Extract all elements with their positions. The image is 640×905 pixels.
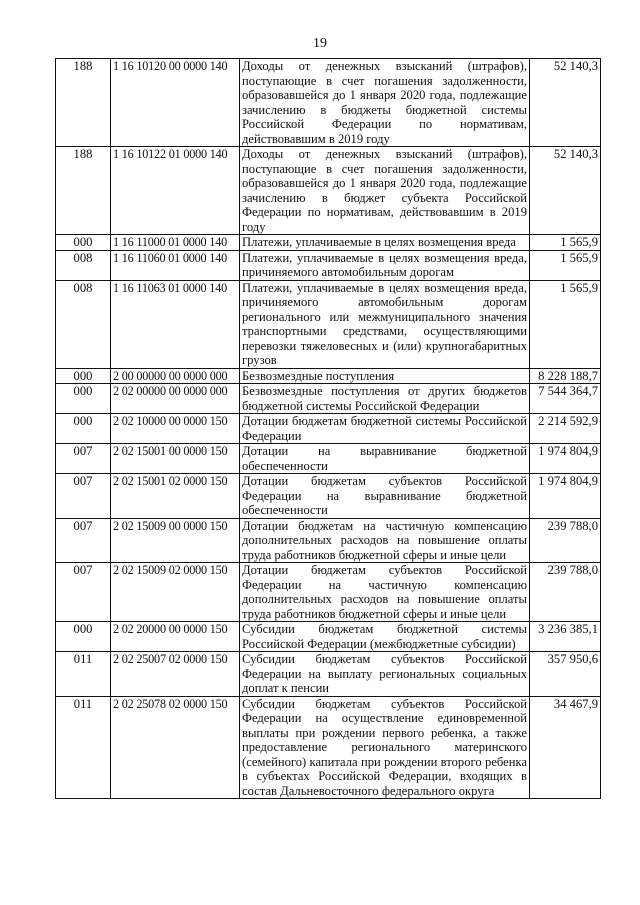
- classification-code-cell: 2 02 15009 00 0000 150: [111, 518, 240, 563]
- amount-cell: 357 950,6: [530, 652, 601, 697]
- revenue-name-cell: Субсидии бюджетам субъектов Российской Федерации на осуществление единовременной выплаты при рождении первого ребенка, а также предоставление регионального материнского (семейного) капитала при рождении второго ребенка в субъектах Российской Федерации, входящих в состав Дальневосточного федерального округа: [240, 696, 530, 799]
- amount-cell: 1 974 804,9: [530, 444, 601, 474]
- revenue-name-cell: Доходы от денежных взысканий (штрафов), поступающие в счет погашения задолженности, образовавшейся до 1 января 2020 года, подлежащие зачислению в бюджет субъекта Российской Федерации по нормативам, действовавшим в 2019 году: [240, 147, 530, 235]
- amount-cell: 1 974 804,9: [530, 474, 601, 519]
- classification-code-cell: 2 02 00000 00 0000 000: [111, 384, 240, 414]
- classification-code-cell: 1 16 11063 01 0000 140: [111, 280, 240, 368]
- amount-cell: 239 788,0: [530, 563, 601, 622]
- amount-cell: 3 236 385,1: [530, 622, 601, 652]
- classification-code-cell: 2 02 20000 00 0000 150: [111, 622, 240, 652]
- amount-cell: 52 140,3: [530, 147, 601, 235]
- table-row: [56, 652, 601, 697]
- amount-cell: 1 565,9: [530, 250, 601, 280]
- admin-code-cell: 008: [56, 250, 111, 280]
- classification-code-cell: 1 16 10122 01 0000 140: [111, 147, 240, 235]
- admin-code-cell: 000: [56, 622, 111, 652]
- classification-code-cell: 2 02 15001 02 0000 150: [111, 474, 240, 519]
- amount-cell: 2 214 592,9: [530, 414, 601, 444]
- amount-cell: 52 140,3: [530, 59, 601, 147]
- revenue-name-cell: Дотации бюджетам бюджетной системы Российской Федерации: [240, 414, 530, 444]
- admin-code-cell: 007: [56, 563, 111, 622]
- table-row: [56, 59, 601, 147]
- table-row: [56, 280, 601, 368]
- classification-code-cell: 2 02 15009 02 0000 150: [111, 563, 240, 622]
- revenue-name-cell: Субсидии бюджетам субъектов Российской Федерации на выплату региональных социальных доплат к пенсии: [240, 652, 530, 697]
- admin-code-cell: 007: [56, 444, 111, 474]
- revenue-name-cell: Субсидии бюджетам бюджетной системы Российской Федерации (межбюджетные субсидии): [240, 622, 530, 652]
- page-number: 19: [313, 36, 327, 51]
- table-row: [56, 250, 601, 280]
- revenue-name-cell: Дотации бюджетам на частичную компенсацию дополнительных расходов на повышение оплаты труда работников бюджетной сферы и иные цели: [240, 518, 530, 563]
- amount-cell: 1 565,9: [530, 280, 601, 368]
- admin-code-cell: 011: [56, 696, 111, 799]
- table-row: [56, 368, 601, 384]
- admin-code-cell: 188: [56, 147, 111, 235]
- revenue-name-cell: Дотации на выравнивание бюджетной обеспеченности: [240, 444, 530, 474]
- amount-cell: 34 467,9: [530, 696, 601, 799]
- table-row: [56, 444, 601, 474]
- admin-code-cell: 007: [56, 474, 111, 519]
- admin-code-cell: 000: [56, 368, 111, 384]
- budget-revenue-table: [55, 58, 601, 799]
- admin-code-cell: 000: [56, 235, 111, 251]
- table-row: [56, 622, 601, 652]
- classification-code-cell: 2 02 10000 00 0000 150: [111, 414, 240, 444]
- revenue-name-cell: Платежи, уплачиваемые в целях возмещения вреда, причиняемого автомобильным дорогам регионального или межмуниципального значения транспортными средствами, осуществляющими перевозки тяжеловесных и (или) крупногабаритных грузов: [240, 280, 530, 368]
- classification-code-cell: 1 16 11000 01 0000 140: [111, 235, 240, 251]
- classification-code-cell: 2 00 00000 00 0000 000: [111, 368, 240, 384]
- classification-code-cell: 2 02 25078 02 0000 150: [111, 696, 240, 799]
- classification-code-cell: 2 02 15001 00 0000 150: [111, 444, 240, 474]
- admin-code-cell: 000: [56, 384, 111, 414]
- table-row: [56, 518, 601, 563]
- table-row: [56, 414, 601, 444]
- amount-cell: 8 228 188,7: [530, 368, 601, 384]
- revenue-name-cell: Доходы от денежных взысканий (штрафов), поступающие в счет погашения задолженности, образовавшейся до 1 января 2020 года, подлежащие зачислению в бюджеты бюджетной системы Российской Федерации по нормативам, действовавшим в 2019 году: [240, 59, 530, 147]
- table-row: [56, 474, 601, 519]
- table-row: [56, 563, 601, 622]
- table-row: [56, 147, 601, 235]
- amount-cell: 1 565,9: [530, 235, 601, 251]
- table-row: [56, 696, 601, 799]
- revenue-name-cell: Безвозмездные поступления от других бюджетов бюджетной системы Российской Федерации: [240, 384, 530, 414]
- admin-code-cell: 188: [56, 59, 111, 147]
- classification-code-cell: 1 16 11060 01 0000 140: [111, 250, 240, 280]
- table-row: [56, 235, 601, 251]
- revenue-name-cell: Платежи, уплачиваемые в целях возмещения вреда, причиняемого автомобильным дорогам: [240, 250, 530, 280]
- revenue-name-cell: Безвозмездные поступления: [240, 368, 530, 384]
- revenue-name-cell: Дотации бюджетам субъектов Российской Федерации на частичную компенсацию дополнительных расходов на повышение оплаты труда работников бюджетной сферы и иные цели: [240, 563, 530, 622]
- amount-cell: 239 788,0: [530, 518, 601, 563]
- classification-code-cell: 2 02 25007 02 0000 150: [111, 652, 240, 697]
- admin-code-cell: 000: [56, 414, 111, 444]
- revenue-name-cell: Дотации бюджетам субъектов Российской Федерации на выравнивание бюджетной обеспеченности: [240, 474, 530, 519]
- admin-code-cell: 008: [56, 280, 111, 368]
- admin-code-cell: 011: [56, 652, 111, 697]
- classification-code-cell: 1 16 10120 00 0000 140: [111, 59, 240, 147]
- revenue-name-cell: Платежи, уплачиваемые в целях возмещения вреда: [240, 235, 530, 251]
- admin-code-cell: 007: [56, 518, 111, 563]
- table-row: [56, 384, 601, 414]
- amount-cell: 7 544 364,7: [530, 384, 601, 414]
